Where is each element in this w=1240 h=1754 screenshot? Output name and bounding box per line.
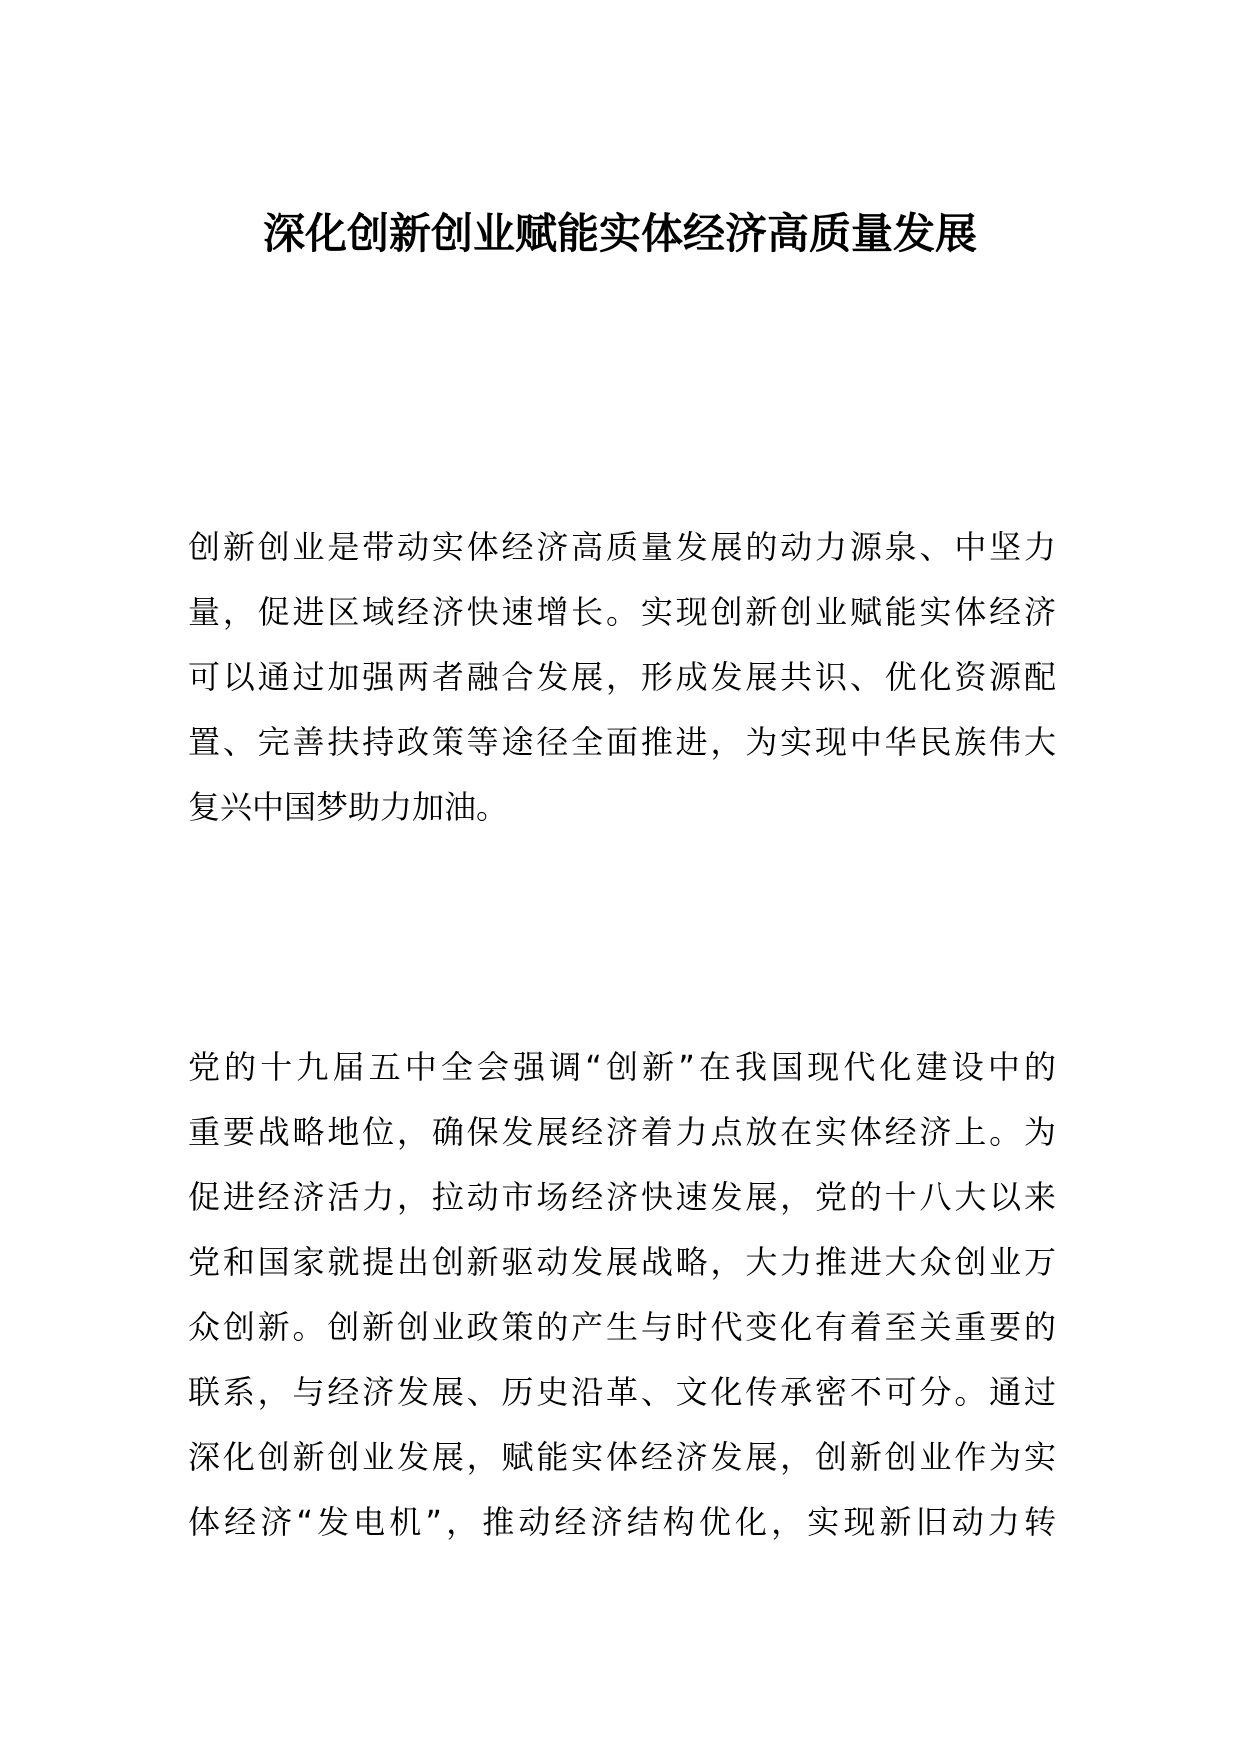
paragraph-line: 创新创业是带动实体经济高质量发展的动力源泉、中坚力 [188,528,1056,566]
paragraph-line: 党和国家就提出创新驱动发展战略，大力推进大众创业万 [188,1243,1056,1281]
paragraph-line: 量，促进区域经济快速增长。实现创新创业赋能实体经济 [188,593,1056,631]
paragraph-line: 众创新。创新创业政策的产生与时代变化有着至关重要的 [188,1308,1056,1346]
paragraph-line: 党的十九届五中全会强调“创新”在我国现代化建设中的 [188,1048,1056,1086]
paragraph-line: 促进经济活力，拉动市场经济快速发展，党的十八大以来 [188,1178,1056,1216]
paragraph-line: 重要战略地位，确保发展经济着力点放在实体经济上。为 [188,1113,1056,1151]
paragraph-1 [188,515,1056,840]
paragraph-line: 体经济“发电机”，推动经济结构优化，实现新旧动力转 [188,1503,1056,1541]
paragraph-2 [188,1035,1056,1555]
document-title: 深化创新创业赋能实体经济高质量发展 [262,209,977,258]
paragraph-line: 联系，与经济发展、历史沿革、文化传承密不可分。通过 [188,1373,1056,1411]
paragraph-line: 置、完善扶持政策等途径全面推进，为实现中华民族伟大 [188,723,1056,761]
paragraph-line: 复兴中国梦助力加油。 [188,788,509,826]
paragraph-line: 可以通过加强两者融合发展，形成发展共识、优化资源配 [188,658,1056,696]
paragraph-line: 深化创新创业发展，赋能实体经济发展，创新创业作为实 [188,1438,1056,1476]
